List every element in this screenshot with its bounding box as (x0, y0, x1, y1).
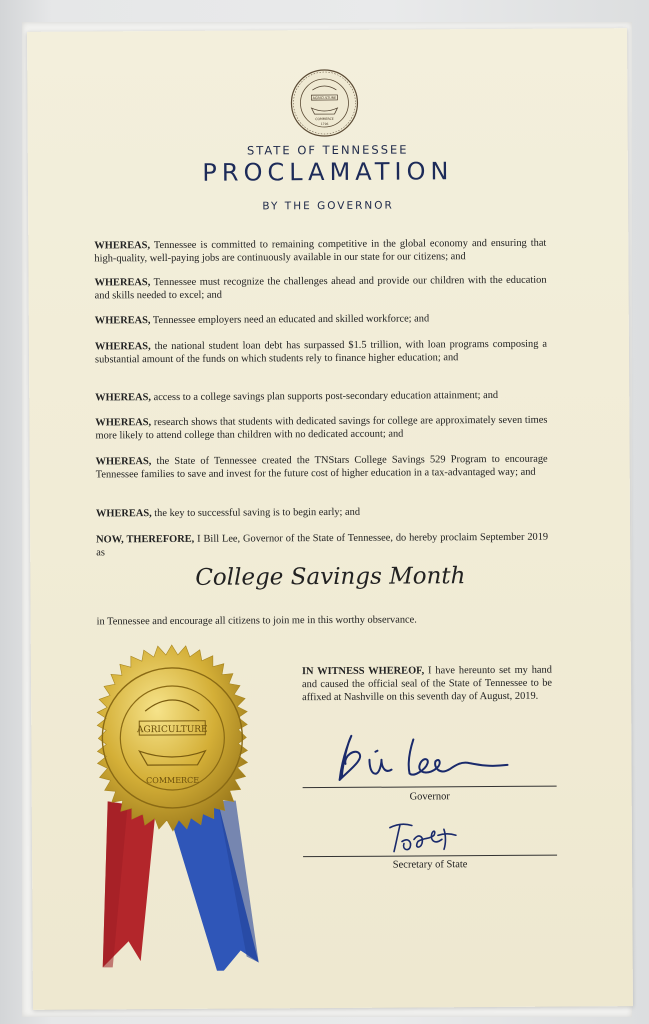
seal-commerce-text: COMMERCE (315, 116, 334, 122)
gold-seal-agriculture-text: AGRICULTURE (136, 724, 208, 736)
governor-signature-line (303, 786, 557, 789)
whereas-paragraph: WHEREAS, Tennessee must recognize the challenges ahead and provide our children with the education and skills needed to excel; and (94, 274, 547, 302)
proclaimed-month-title: College Savings Month (195, 563, 466, 591)
governor-label: Governor (409, 791, 450, 803)
whereas-paragraph: WHEREAS, the national student loan debt has surpassed $1.5 trillion, with loan programs composing a substantial amount of the funds on which students rely to finance higher education; and (94, 338, 547, 366)
governor-signature (329, 729, 519, 785)
whereas-paragraph: WHEREAS, the key to successful saving is to begin early; and (95, 506, 361, 520)
secretary-label: Secretary of State (392, 859, 468, 871)
witness-paragraph: IN WITNESS WHEREOF, I have hereunto set my hand and caused the official seal of the State of Tennessee to be affixed at Nashville on this seventh day of August, 2019. (301, 664, 553, 704)
seal-agriculture-text: AGRICULTURE (312, 95, 337, 101)
secretary-signature (384, 819, 474, 856)
whereas-paragraph: WHEREAS, Tennessee employers need an educated and skilled workforce; and (94, 313, 430, 327)
byline: BY THE GOVERNOR (262, 199, 394, 213)
whereas-paragraph: WHEREAS, the State of Tennessee created the TNStars College Savings 529 Program to encourage Tennessee families to save and invest for the future cost of higher education in a tax-advantaged way; and (95, 453, 548, 481)
therefore-paragraph: NOW, THEREFORE, I Bill Lee, Governor of the State of Tennessee, do hereby proclaim September 2019 as (96, 531, 549, 559)
gold-foil-seal-icon (77, 642, 268, 833)
whereas-paragraph: WHEREAS, Tennessee is committed to remaining competitive in the global economy and ensuring that high-quality, well-paying jobs are continuously available in our state for our citizens; and (94, 237, 547, 265)
closing-line: in Tennessee and encourage all citizens to join me in this worthy observance. (96, 614, 417, 628)
proclamation-document (27, 28, 633, 1010)
seal-year-text: 1796 (320, 122, 329, 127)
whereas-paragraph: WHEREAS, access to a college savings plan supports post-secondary education attainment; and (95, 389, 499, 404)
tennessee-state-seal-icon (289, 68, 359, 138)
gold-seal-commerce-text: COMMERCE (146, 775, 200, 786)
secretary-signature-line (303, 855, 557, 858)
state-heading: STATE OF TENNESSEE (246, 142, 409, 158)
whereas-paragraph: WHEREAS, research shows that students with dedicated savings for college are approximately seven times more likely to attend college than children with no dedicated account; and (95, 414, 548, 442)
document-title: PROCLAMATION (202, 157, 454, 187)
